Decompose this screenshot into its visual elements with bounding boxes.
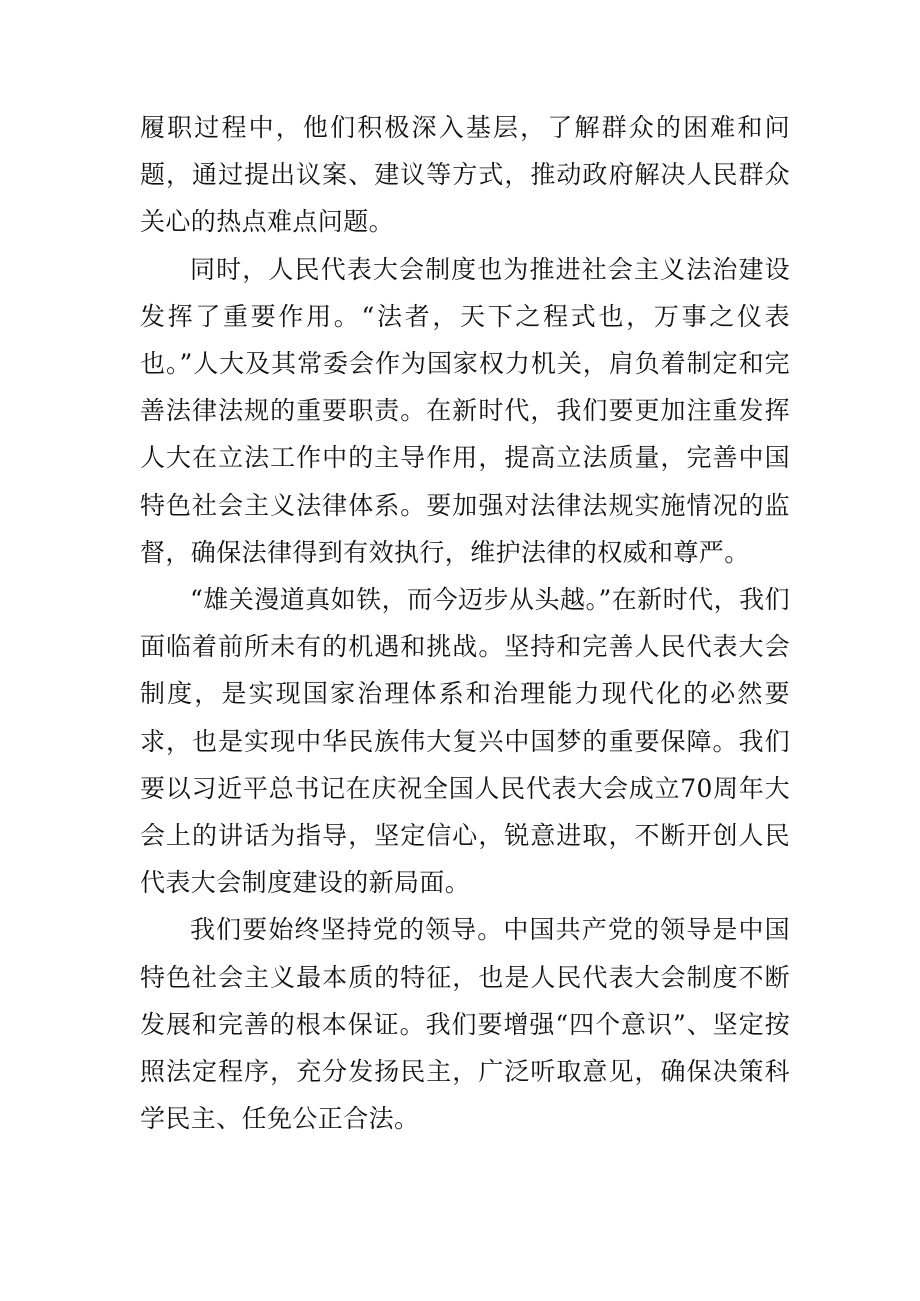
- paragraph-new-era: “雄关漫道真如铁，而今迈步从头越。”在新时代，我们面临着前所未有的机遇和挑战。坚持和完善人民代表大会制度，是实现国家治理体系和治理能力现代化的必然要求，也是实现中华民族伟大复兴中国梦的重要保障。我们要以习近平总书记在庆祝全国人民代表大会成立70周年大会上的讲话为指导，坚定信心，锐意进取，不断开创人民代表大会制度建设的新局面。: [140, 585, 790, 898]
- paragraph-continuation: 履职过程中，他们积极深入基层，了解群众的困难和问题，通过提出议案、建议等方式，推动政府解决人民群众关心的热点难点问题。: [140, 113, 790, 237]
- paragraph-rule-of-law: 同时，人民代表大会制度也为推进社会主义法治建设发挥了重要作用。“法者，天下之程式也，万事之仪表也。”人大及其常委会作为国家权力机关，肩负着制定和完善法律法规的重要职责。在新时代，我们要更加注重发挥人大在立法工作中的主导作用，提高立法质量，完善中国特色社会主义法律体系。要加强对法律法规实施情况的监督，确保法律得到有效执行，维护法律的权威和尊严。: [140, 254, 790, 567]
- paragraph-party-leadership: 我们要始终坚持党的领导。中国共产党的领导是中国特色社会主义最本质的特征，也是人民代表大会制度不断发展和完善的根本保证。我们要增强“四个意识”、坚定按照法定程序，充分发扬民主，广泛听取意见，确保决策科学民主、任免公正合法。: [140, 915, 790, 1134]
- document-body: [140, 104, 790, 1142]
